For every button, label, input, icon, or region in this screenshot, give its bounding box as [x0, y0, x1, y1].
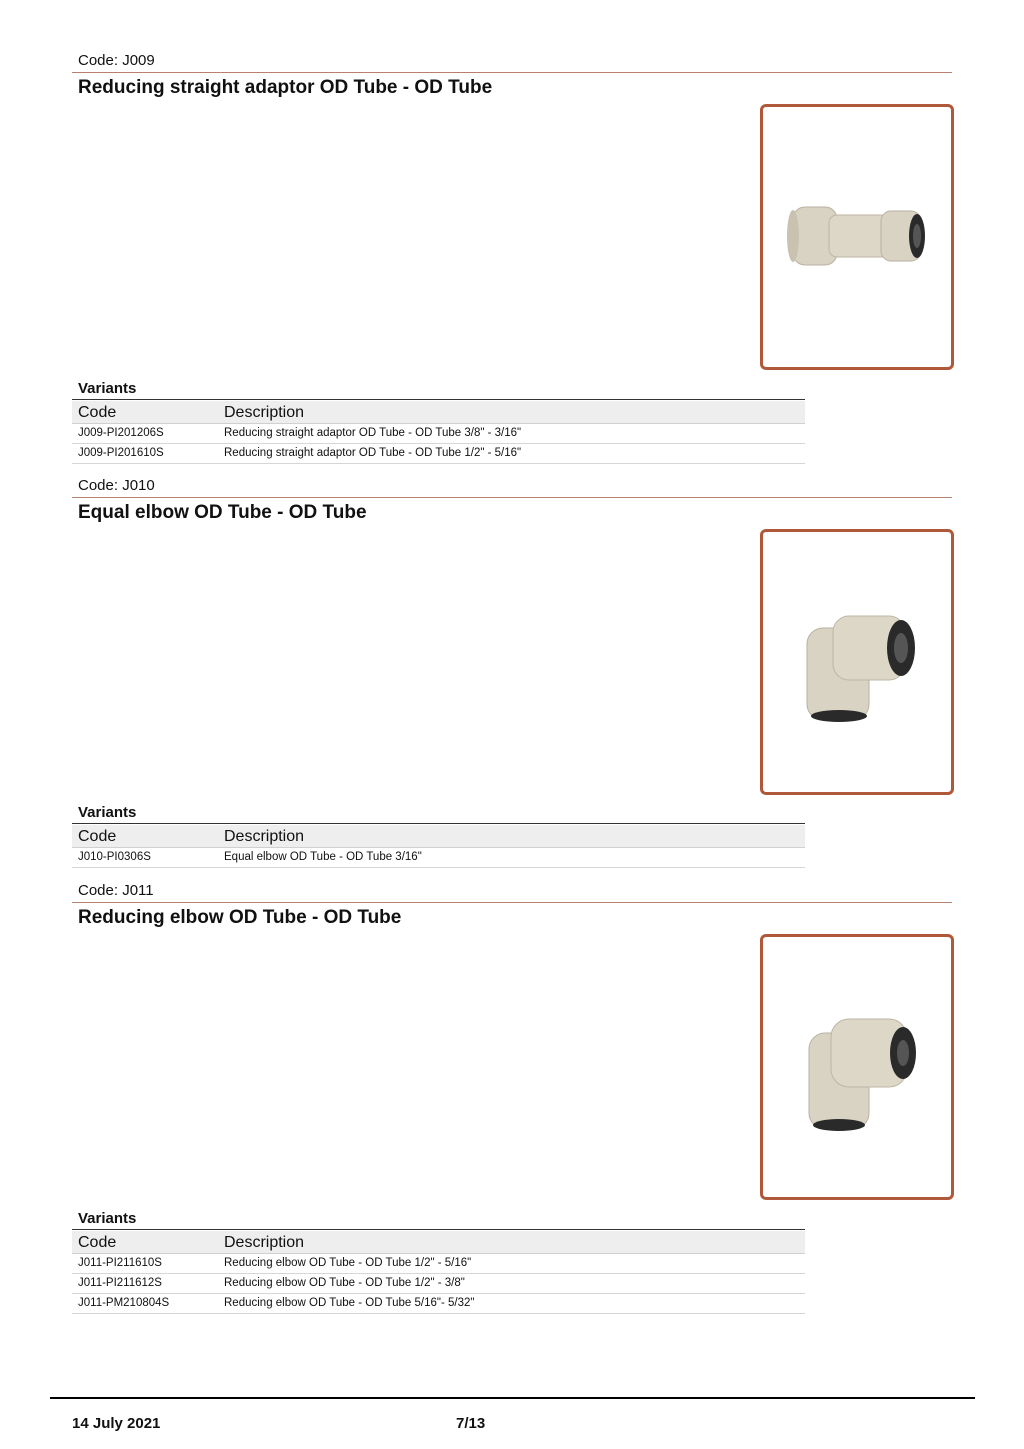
- column-header-code: Code: [78, 404, 117, 421]
- reducing-elbow-fitting-photo: [760, 934, 954, 1200]
- variants-divider: [72, 823, 805, 824]
- table-row: [72, 1294, 805, 1314]
- table-header: [72, 401, 805, 424]
- variants-divider: [72, 399, 805, 400]
- variants-table: [72, 1231, 805, 1314]
- table-row: [72, 424, 805, 444]
- variant-description: Reducing elbow OD Tube - OD Tube 5/16"- 5/32": [224, 1297, 475, 1309]
- variant-description: Reducing straight adaptor OD Tube - OD Tube 1/2" - 5/16": [224, 447, 522, 459]
- variants-table: [72, 401, 805, 464]
- table-row: [72, 848, 805, 868]
- variant-code: J010-PI0306S: [78, 851, 151, 863]
- variant-description: Reducing straight adaptor OD Tube - OD Tube 3/8" - 3/16": [224, 427, 522, 439]
- column-header-description: Description: [224, 1234, 305, 1251]
- variant-code: J011-PI211612S: [78, 1277, 162, 1289]
- table-row: [72, 1274, 805, 1294]
- column-header-description: Description: [224, 404, 305, 421]
- variants-table: [72, 825, 805, 868]
- page-number: 7/13: [456, 1415, 486, 1432]
- table-row: [72, 444, 805, 464]
- variant-code: J011-PI211610S: [78, 1257, 162, 1269]
- variants-divider: [72, 1229, 805, 1230]
- product-title: Equal elbow OD Tube - OD Tube: [78, 502, 367, 523]
- section-divider: [72, 497, 952, 498]
- variant-description: Reducing elbow OD Tube - OD Tube 1/2" - 3/8": [224, 1277, 465, 1289]
- product-code: Code: J009: [78, 52, 155, 69]
- variants-heading: Variants: [78, 380, 137, 397]
- section-divider: [72, 72, 952, 73]
- table-header: [72, 825, 805, 848]
- table-row: [72, 1254, 805, 1274]
- column-header-code: Code: [78, 1234, 117, 1251]
- column-header-code: Code: [78, 828, 117, 845]
- straight-adaptor-fitting-photo: [760, 104, 954, 370]
- product-code: Code: J010: [78, 477, 155, 494]
- variant-code: J009-PI201206S: [78, 427, 164, 439]
- footer-date: 14 July 2021: [72, 1415, 161, 1432]
- product-title: Reducing elbow OD Tube - OD Tube: [78, 907, 402, 928]
- variants-heading: Variants: [78, 1210, 137, 1227]
- product-code: Code: J011: [78, 882, 154, 899]
- variant-code: J009-PI201610S: [78, 447, 164, 459]
- table-header: [72, 1231, 805, 1254]
- product-title: Reducing straight adaptor OD Tube - OD Tube: [78, 77, 493, 98]
- variant-description: Reducing elbow OD Tube - OD Tube 1/2" - 5/16": [224, 1257, 472, 1269]
- column-header-description: Description: [224, 828, 305, 845]
- equal-elbow-fitting-photo: [760, 529, 954, 795]
- section-divider: [72, 902, 952, 903]
- variant-code: J011-PM210804S: [78, 1297, 170, 1309]
- variant-description: Equal elbow OD Tube - OD Tube 3/16": [224, 851, 422, 863]
- variants-heading: Variants: [78, 804, 137, 821]
- footer-divider: [50, 1397, 975, 1399]
